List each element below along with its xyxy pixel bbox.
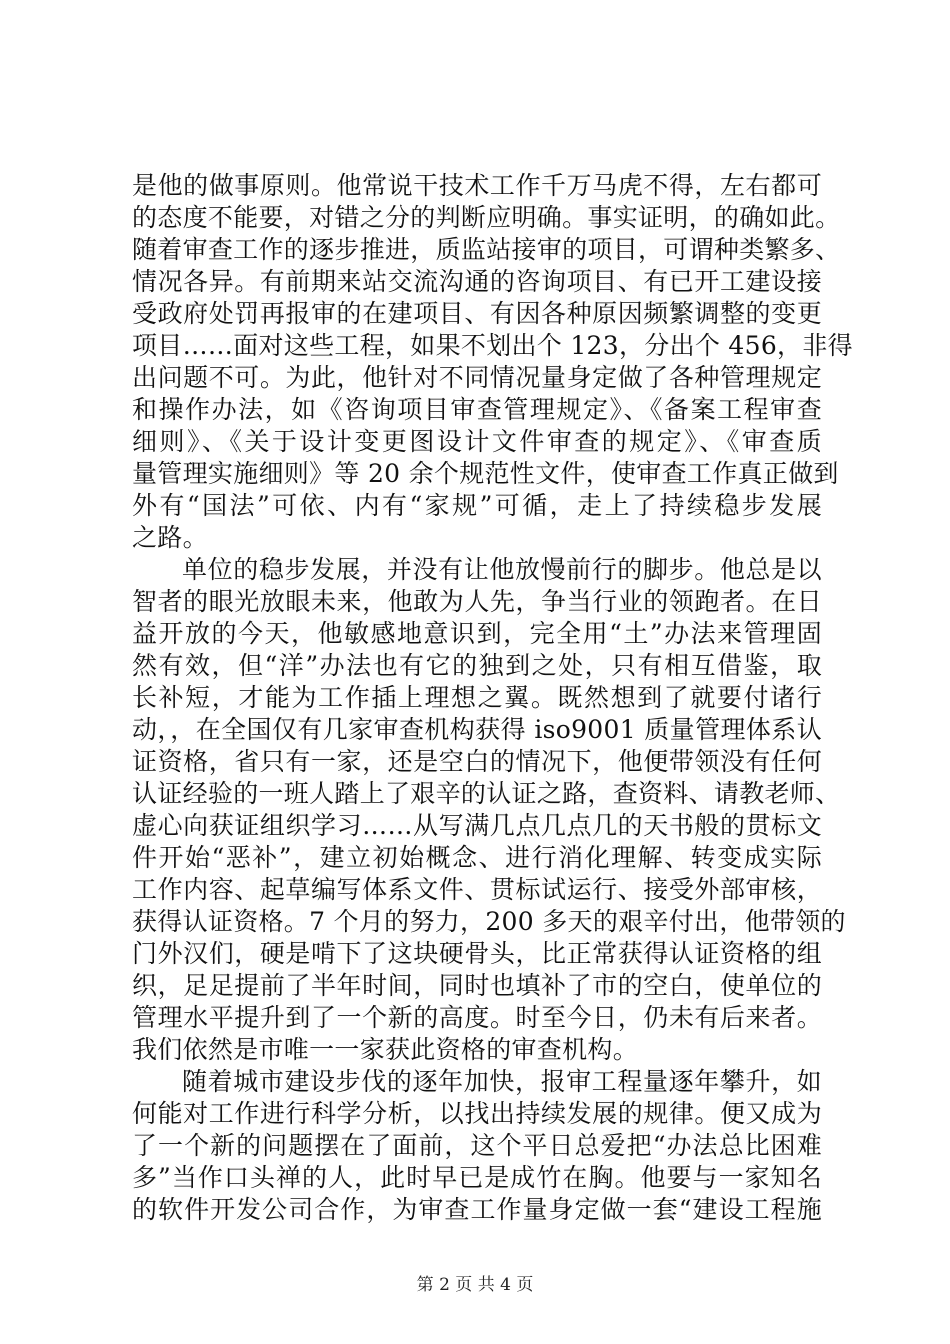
text-line: 情况各异。有前期来站交流沟通的咨询项目、有已开工建设接 [132, 267, 822, 296]
text-line: 随着审查工作的逐步推进，质监站接审的项目，可谓种类繁多、 [132, 235, 841, 264]
text-line: 管理水平提升到了一个新的高度。时至今日，仍未有后来者。 [132, 1003, 822, 1032]
text-line: 件开始“恶补”，建立初始概念、进行消化理解、转变成实际 [132, 843, 822, 872]
text-line: 获得认证资格。7 个月的努力，200 多天的艰辛付出，他带领的 [132, 907, 846, 936]
document-body [132, 170, 853, 1226]
text-line: 出问题不可。为此，他针对不同情况量身定做了各种管理规定 [132, 363, 822, 392]
text-line: 随着城市建设步伐的逐年加快，报审工程量逐年攀升，如 [182, 1067, 822, 1096]
text-line: 然有效，但“洋”办法也有它的独到之处，只有相互借鉴，取 [132, 651, 822, 680]
page-number-footer: 第 2 页 共 4 页 [416, 1275, 534, 1295]
text-line: 工作内容、起草编写体系文件、贯标试运行、接受外部审核， [132, 875, 822, 904]
text-line: 的软件开发公司合作，为审查工作量身定做一套“建设工程施 [132, 1195, 822, 1224]
text-line: 外有“国法”可依、内有“家规”可循，走上了持续稳步发展 [132, 491, 822, 520]
text-line: 虚心向获证组织学习……从写满几点几点几的天书般的贯标文 [132, 811, 822, 840]
text-line: 受政府处罚再报审的在建项目、有因各种原因频繁调整的变更 [132, 299, 822, 328]
text-line: 了一个新的问题摆在了面前，这个平日总爱把“办法总比困难 [132, 1131, 822, 1160]
text-line: 智者的眼光放眼未来，他敢为人先，争当行业的领跑者。在日 [132, 587, 822, 616]
text-line: 细则》、《关于设计变更图设计文件审查的规定》、《审查质 [132, 427, 822, 456]
text-line: 是他的做事原则。他常说干技术工作千万马虎不得，左右都可 [132, 171, 822, 200]
text-line: 和操作办法，如《咨询项目审查管理规定》、《备案工程审查 [132, 395, 822, 424]
text-line: 之路。 [132, 523, 208, 552]
text-line: 门外汉们，硬是啃下了这块硬骨头，比正常获得认证资格的组 [132, 939, 822, 968]
text-line: 认证经验的一班人踏上了艰辛的认证之路，查资料、请教老师、 [132, 779, 841, 808]
text-line: 我们依然是市唯一一家获此资格的审查机构。 [132, 1035, 639, 1064]
text-line: 证资格，省只有一家，还是空白的情况下，他便带领没有任何 [132, 747, 822, 776]
text-line: 长补短，才能为工作插上理想之翼。既然想到了就要付诸行 [132, 683, 822, 712]
text-line: 多”当作口头禅的人，此时早已是成竹在胸。他要与一家知名 [132, 1163, 822, 1192]
text-line: 益开放的今天，他敏感地意识到，完全用“土”办法来管理固 [132, 619, 822, 648]
text-line: 单位的稳步发展，并没有让他放慢前行的脚步。他总是以 [182, 555, 822, 584]
text-line: 何能对工作进行科学分析，以找出持续发展的规律。便又成为 [132, 1099, 822, 1128]
text-line: 项目……面对这些工程，如果不划出个 123，分出个 456，非得 [132, 331, 853, 360]
text-line: 动，，在全国仅有几家审查机构获得 iso9001 质量管理体系认 [132, 715, 822, 744]
text-line: 量管理实施细则》等 20 余个规范性文件，使审查工作真正做到 [132, 459, 839, 488]
text-line: 的态度不能要，对错之分的判断应明确。事实证明，的确如此。 [132, 203, 841, 232]
text-line: 织，足足提前了半年时间，同时也填补了市的空白，使单位的 [132, 971, 822, 1000]
